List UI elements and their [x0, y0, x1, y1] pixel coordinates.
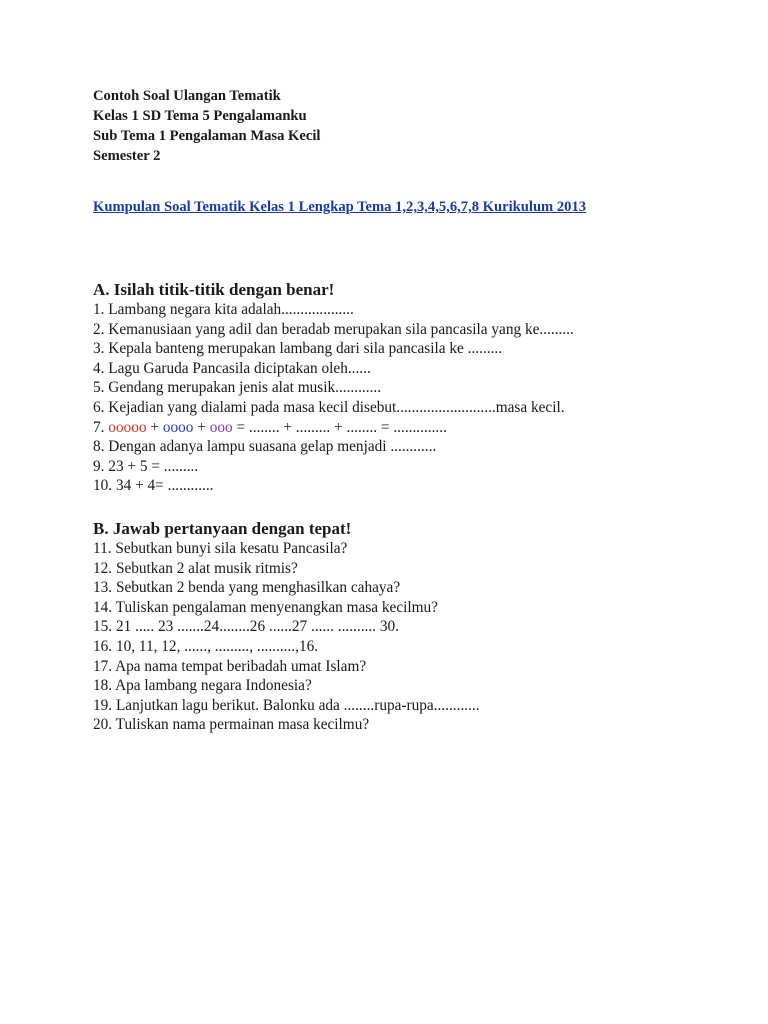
plus-sign: + [146, 418, 163, 436]
circle-group-5: ooooo [108, 418, 147, 436]
header-class: Kelas 1 SD Tema 5 Pengalamanku [93, 108, 307, 124]
circle-group-4: oooo [162, 418, 194, 436]
question-5: 5. Gendang merupakan jenis alat musik............ [93, 379, 382, 397]
question-7-number: 7. [93, 418, 109, 436]
question-12: 12. Sebutkan 2 alat musik ritmis? [93, 559, 298, 577]
circle-group-3: ooo [209, 418, 233, 436]
question-13: 13. Sebutkan 2 benda yang menghasilkan cahaya? [93, 579, 401, 597]
header-semester: Semester 2 [93, 148, 161, 164]
question-20: 20. Tuliskan nama permainan masa kecilmu? [93, 716, 370, 734]
question-17: 17. Apa nama tempat beribadah umat Islam? [93, 657, 367, 675]
section-b-title: B. Jawab pertanyaan dengan tepat! [93, 518, 352, 538]
question-16: 16. 10, 11, 12, ......, ........., ..........,16. [93, 637, 319, 655]
question-2: 2. Kemanusiaan yang adil dan beradab merupakan sila pancasila yang ke......... [93, 320, 574, 338]
document-page [93, 86, 733, 735]
question-11: 11. Sebutkan bunyi sila kesatu Pancasila? [93, 539, 348, 557]
question-6: 6. Kejadian yang dialami pada masa kecil disebut..........................masa kecil. [93, 398, 565, 416]
question-8: 8. Dengan adanya lampu suasana gelap menjadi ............ [93, 438, 437, 456]
question-7-blanks: = ........ + ......... + ........ = .............. [232, 418, 447, 436]
question-14: 14. Tuliskan pengalaman menyenangkan masa kecilmu? [93, 598, 438, 616]
link-row [93, 197, 733, 217]
header-subtheme: Sub Tema 1 Pengalaman Masa Kecil [93, 128, 321, 144]
question-9: 9. 23 + 5 = ......... [93, 457, 199, 475]
question-3: 3. Kepala banteng merupakan lambang dari sila pancasila ke ......... [93, 340, 503, 358]
section-a-title: A. Isilah titik-titik dengan benar! [93, 280, 335, 299]
collection-link[interactable]: Kumpulan Soal Tematik Kelas 1 Lengkap Tema 1,2,3,4,5,6,7,8 Kurikulum 2013 [93, 199, 587, 215]
question-15: 15. 21 ..... 23 .......24........26 ......27 ...... .......... 30. [93, 618, 399, 636]
question-10: 10. 34 + 4= ............ [93, 477, 214, 495]
question-4: 4. Lagu Garuda Pancasila diciptakan oleh...... [93, 359, 371, 377]
question-1: 1. Lambang negara kita adalah................... [93, 301, 354, 318]
plus-sign: + [193, 418, 210, 436]
question-19: 19. Lanjutkan lagu berikut. Balonku ada ........rupa-rupa............ [93, 696, 480, 714]
header-title: Contoh Soal Ulangan Tematik [93, 88, 281, 104]
question-7 [93, 418, 733, 438]
question-18: 18. Apa lambang negara Indonesia? [93, 677, 312, 695]
